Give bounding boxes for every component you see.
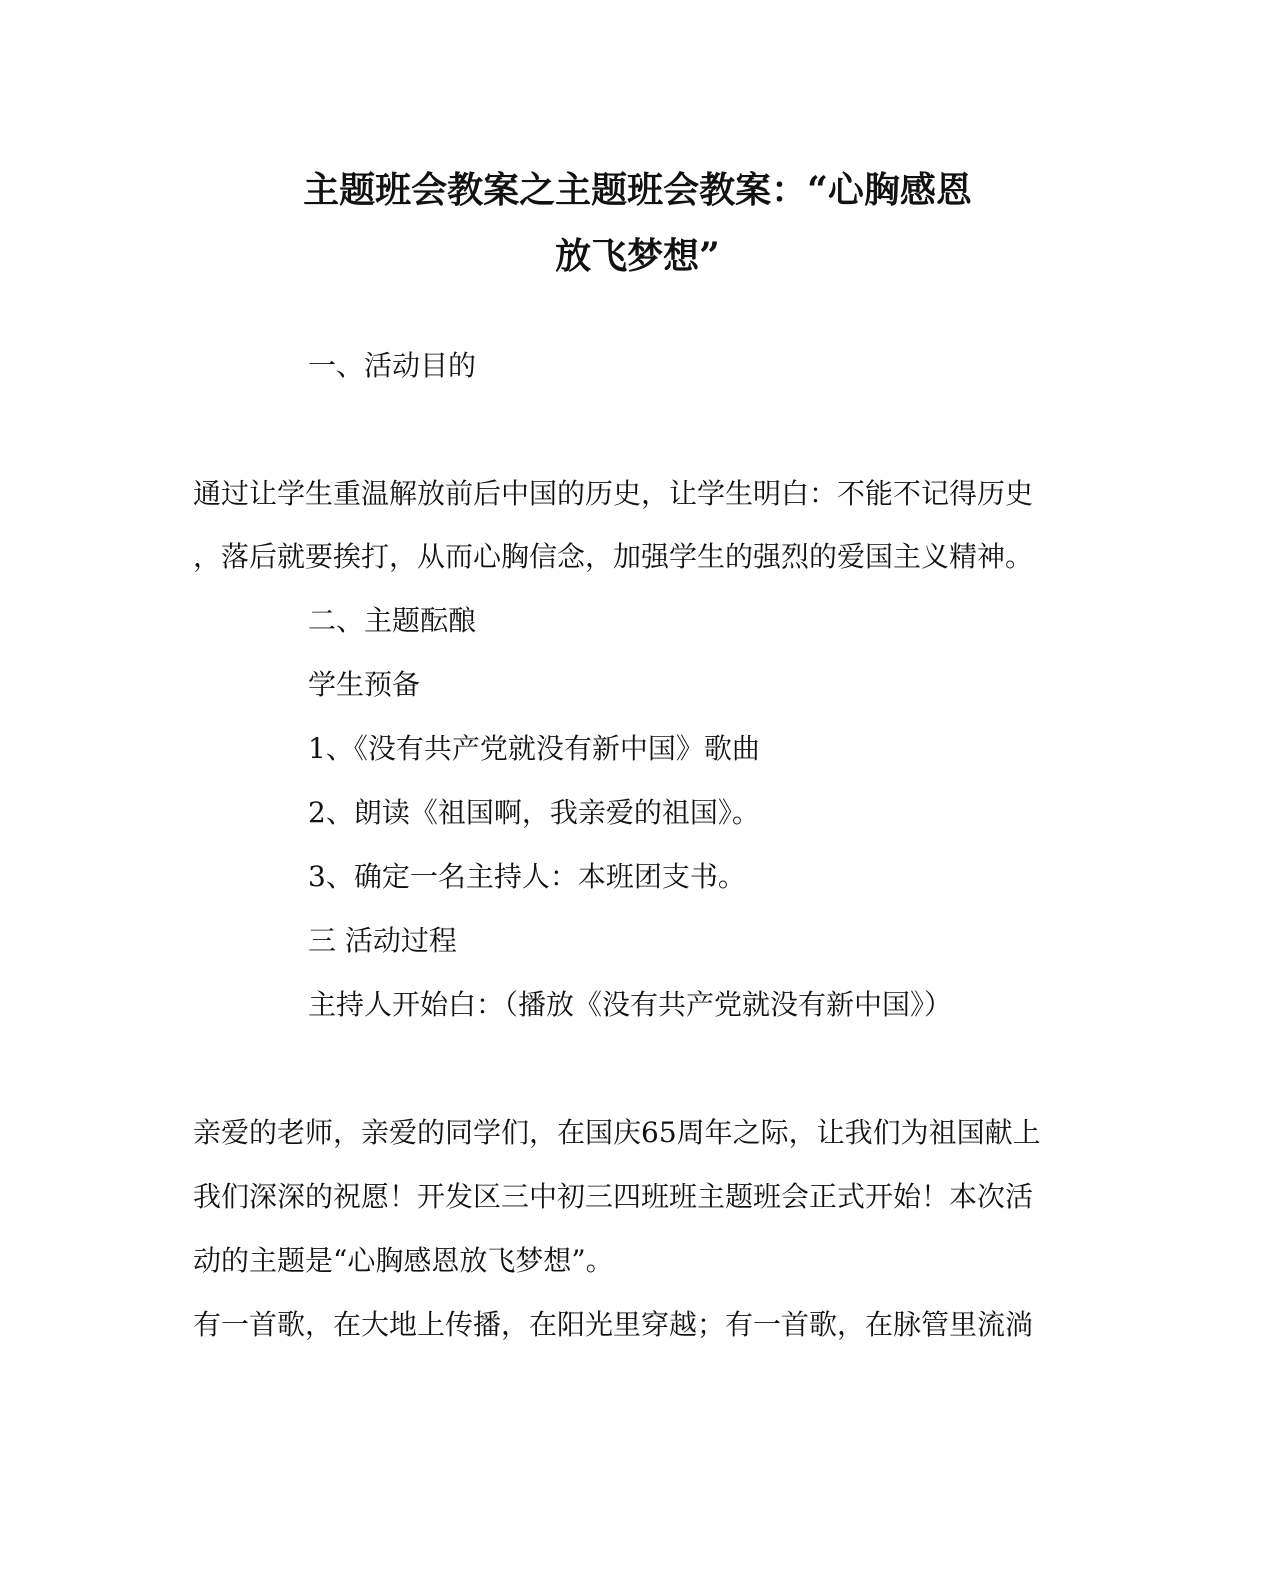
document-title-line-2: 放飞梦想” <box>555 235 720 277</box>
list-item: 1、《没有共产党就没有新中国》歌曲 <box>308 732 760 765</box>
list-item: 2、朗读《祖国啊，我亲爱的祖国》。 <box>308 796 760 829</box>
list-item: 3、确定一名主持人：本班团支书。 <box>308 860 746 893</box>
paragraph-line: 亲爱的老师，亲爱的同学们，在国庆65周年之际，让我们为祖国献上 <box>193 1116 1041 1149</box>
paragraph-line: 动的主题是“心胸感恩放飞梦想”。 <box>193 1244 614 1277</box>
paragraph-line: ，落后就要挨打，从而心胸信念，加强学生的强烈的爱国主义精神。 <box>193 540 1034 573</box>
section-heading-purpose: 一、活动目的 <box>308 349 477 382</box>
document-title-line-1: 主题班会教案之主题班会教案：“心胸感恩 <box>303 169 972 211</box>
paragraph-line: 通过让学生重温解放前后中国的历史，让学生明白：不能不记得历史 <box>193 477 1034 510</box>
section-heading-process: 三 活动过程 <box>308 924 457 957</box>
section-heading-theme: 二、主题酝酿 <box>308 604 477 637</box>
paragraph-line: 主持人开始白：（播放《没有共产党就没有新中国》） <box>308 988 953 1021</box>
paragraph-line: 学生预备 <box>308 668 421 701</box>
paragraph-line: 有一首歌，在大地上传播，在阳光里穿越；有一首歌，在脉管里流淌 <box>193 1308 1034 1341</box>
paragraph-line: 我们深深的祝愿！开发区三中初三四班班主题班会正式开始！本次活 <box>193 1180 1034 1213</box>
